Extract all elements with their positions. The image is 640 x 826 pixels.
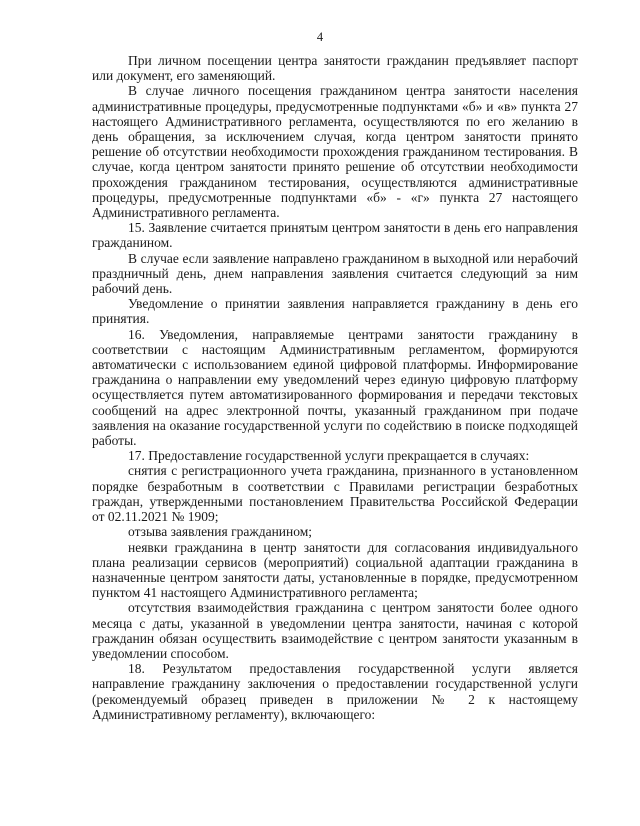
- paragraph-weekend: В случае если заявление направлено гражданином в выходной или нерабочий праздничный день, днем направления заявления считается следующий за ним рабочий день.: [92, 250, 578, 297]
- page-number: 4: [316, 30, 324, 44]
- paragraph-17-no-interaction: отсутствия взаимодействия гражданина с центром занятости более одного месяца с даты, указанной в уведомлении центра занятости, начиная с которой гражданин обязан осуществить взаимодействие с центром занятости указанным в уведомлении способом.: [92, 600, 578, 661]
- paragraph-17-deregistration: снятия с регистрационного учета гражданина, признанного в установленном порядке безработным в соответствии с Правилами регистрации безработных граждан, утвержденными постановлением Правительства Российской Федерации от 02.11.2021 № 1909;: [92, 463, 578, 525]
- paragraph-17-withdrawal: отзыва заявления гражданином;: [128, 524, 313, 540]
- paragraph-16: 16. Уведомления, направляемые центрами занятости гражданину в соответствии с настоящим Административным регламентом, формируются автоматически с использованием единой цифровой платформы. Информирование гражданина о направлении ему уведомлений через единую цифровую платформу осуществляется путем автоматизированного формирования и передачи текстовых сообщений на адрес электронной почты, указанный гражданином при подаче заявления на оказание государственной услуги по содействию в поиске подходящей работы.: [92, 326, 578, 449]
- paragraph-17-no-show: неявки гражданина в центр занятости для согласования индивидуального плана реализации сервисов (мероприятий) социальной адаптации гражданина в назначенные центром занятости даты, установленные в порядке, предусмотренном пунктом 41 настоящего Административного регламента;: [92, 539, 578, 601]
- paragraph-personal-visit: В случае личного посещения гражданином центра занятости населения административные процедуры, предусмотренные подпунктами «б» и «в» пункта 27 настоящего Административного регламента, осуществляются по его желанию в день обращения, за исключением случая, когда центром занятости принято решение об отсутствии необходимости прохождения гражданином тестирования. В случае, когда центром занятости принято решение об отсутствии необходимости прохождения гражданином тестирования, осуществляются административные процедуры, предусмотренные подпунктами «б» - «г» пункта 27 настоящего Административного регламента.: [92, 83, 578, 221]
- paragraph-18: 18. Результатом предоставления государственной услуги является направление гражданину заключения о предоставлении государственной услуги (рекомендуемый образец приведен в приложении № 2 к настоящему Административному регламенту), включающего:: [92, 661, 578, 722]
- paragraph-15: 15. Заявление считается принятым центром занятости в день его направления гражданином.: [92, 220, 578, 251]
- paragraph-passport: При личном посещении центра занятости гражданин предъявляет паспорт или документ, его заменяющий.: [92, 53, 578, 84]
- paragraph-17: 17. Предоставление государственной услуги прекращается в случаях:: [128, 448, 530, 464]
- document-body: [92, 53, 578, 722]
- paragraph-notification: Уведомление о принятии заявления направляется гражданину в день его принятия.: [92, 296, 578, 327]
